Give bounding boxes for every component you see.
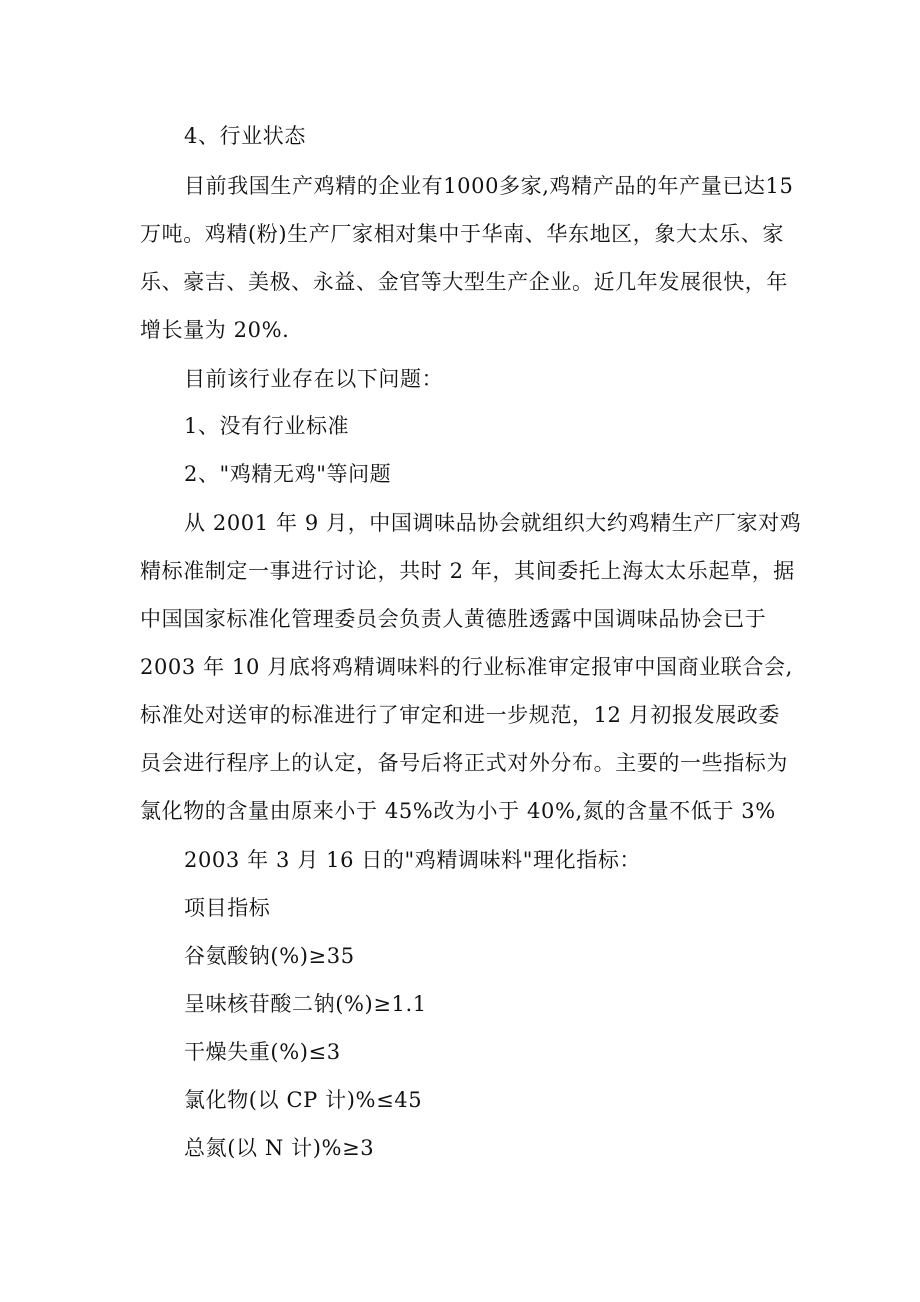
spec-heading: 2003 年 3 月 16 日的"鸡精调味料"理化指标： <box>184 848 642 872</box>
paragraph-1-line-3: 乐、豪吉、美极、永益、金官等大型生产企业。近几年发展很快，年 <box>140 270 788 294</box>
spec-item-5: 总氮(以 N 计)%≥3 <box>184 1136 375 1160</box>
spec-item-1: 谷氨酸钠(%)≥35 <box>184 944 355 968</box>
spec-item-3: 干燥失重(%)≤3 <box>184 1040 341 1064</box>
paragraph-2-line-5: 标准处对送审的标准进行了审定和进一步规范，12 月初报发展政委 <box>140 703 780 727</box>
paragraph-1-line-2: 万吨。鸡精(粉)生产厂家相对集中于华南、华东地区，象大太乐、家 <box>140 222 784 246</box>
section-heading: 4、行业状态 <box>184 124 306 148</box>
paragraph-2-line-3: 中国国家标准化管理委员会负责人黄德胜透露中国调味品协会已于 <box>140 607 767 631</box>
paragraph-2-line-6: 员会进行程序上的认定，备号后将正式对外分布。主要的一些指标为 <box>140 751 788 775</box>
spec-column-header: 项目指标 <box>184 896 271 920</box>
issue-item-2: 2、"鸡精无鸡"等问题 <box>184 462 392 486</box>
issues-intro: 目前该行业存在以下问题： <box>184 367 444 391</box>
spec-item-4: 氯化物(以 CP 计)%≤45 <box>184 1088 423 1112</box>
paragraph-1-line-1: 目前我国生产鸡精的企业有1000多家,鸡精产品的年产量已达15 <box>184 174 794 198</box>
paragraph-2-line-7: 氯化物的含量由原来小于 45%改为小于 40%,氮的含量不低于 3% <box>140 799 776 823</box>
paragraph-2-line-2: 精标准制定一事进行讨论，共时 2 年，其间委托上海太太乐起草，据 <box>140 559 795 583</box>
paragraph-2-line-1: 从 2001 年 9 月，中国调味品协会就组织大约鸡精生产厂家对鸡 <box>184 511 802 535</box>
spec-item-2: 呈味核苷酸二钠(%)≥1.1 <box>184 992 427 1016</box>
issue-item-1: 1、没有行业标准 <box>184 414 350 438</box>
paragraph-2-line-4: 2003 年 10 月底将鸡精调味料的行业标准审定报审中国商业联合会, <box>140 655 793 679</box>
paragraph-1-line-4: 增长量为 20%. <box>140 318 290 342</box>
